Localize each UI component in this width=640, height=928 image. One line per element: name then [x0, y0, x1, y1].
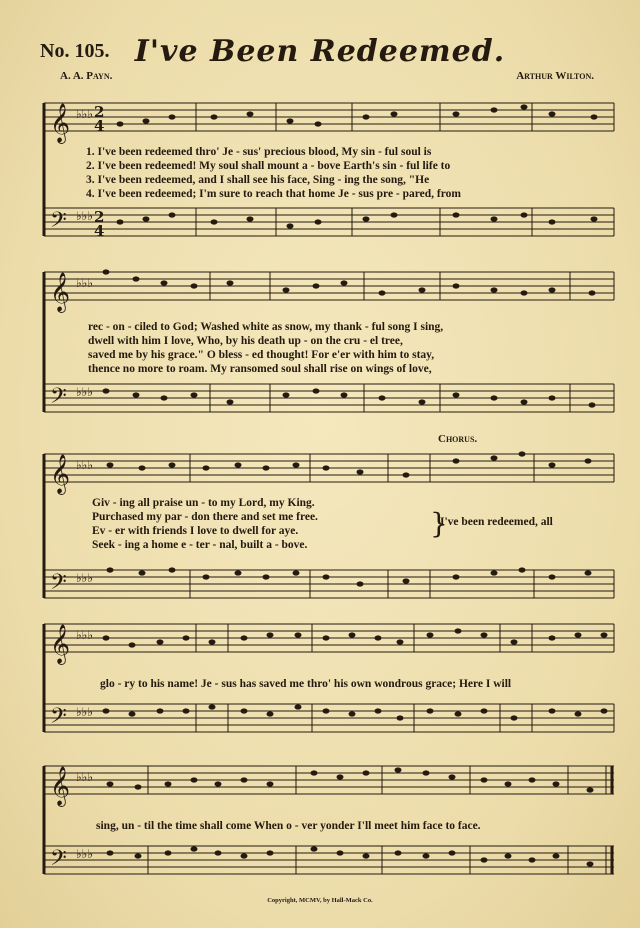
hymn-title: I've Been Redeemed.	[134, 34, 506, 69]
time-signature-icon: 4	[94, 117, 105, 135]
notes	[107, 767, 594, 866]
treble-clef-icon: 𝄞	[50, 766, 71, 806]
key-signature-icon: ♭♭♭	[76, 628, 93, 642]
bass-clef-icon: 𝄢	[50, 704, 67, 734]
key-signature-icon: ♭♭♭	[76, 276, 93, 290]
composer-credit: Arthur Wilton.	[516, 70, 594, 82]
verse-line: Seek - ing a home e - ter - nal, built a - bove.	[92, 539, 308, 551]
chorus-lyric: I've been redeemed, all	[440, 516, 553, 528]
verse-line: thence no more to roam. My ransomed soul shall rise on wings of love,	[88, 363, 432, 375]
key-signature-icon: ♭♭♭	[76, 458, 93, 472]
chorus-label: Chorus.	[438, 433, 478, 445]
time-signature-icon: 4	[94, 222, 105, 240]
bass-clef-icon: 𝄢	[50, 208, 67, 238]
treble-clef-icon: 𝄞	[50, 454, 71, 494]
verse-line: 2. I've been redeemed! My soul shall mount a - bove Earth's sin - ful life to	[86, 160, 451, 172]
time-signature-icon: 2	[94, 208, 105, 226]
verse-line: glo - ry to his name! Je - sus has saved me thro' his own wondrous grace; Here I will	[100, 678, 512, 690]
key-signature-icon: ♭♭♭	[76, 705, 93, 719]
brace-icon: }	[430, 507, 448, 540]
key-signature-icon: ♭♭♭	[76, 847, 93, 861]
treble-clef-icon: 𝄞	[50, 272, 71, 312]
bass-clef-icon: 𝄢	[50, 384, 67, 414]
verse-line: 4. I've been redeemed; I'm sure to reach that home Je - sus pre - pared, from	[86, 188, 461, 200]
hymn-number: No. 105.	[40, 40, 110, 62]
key-signature-icon: ♭♭♭	[76, 107, 93, 121]
treble-clef-icon: 𝄞	[50, 103, 71, 143]
lyricist-credit: A. A. Payn.	[60, 70, 113, 82]
verse-line: rec - on - ciled to God; Washed white as snow, my thank - ful song I sing,	[88, 321, 444, 333]
bass-clef-icon: 𝄢	[50, 846, 67, 876]
treble-staff	[44, 103, 614, 131]
bass-staff	[44, 570, 614, 598]
verse-line: saved me by his grace." O bless - ed thought! For e'er with him to stay,	[88, 349, 435, 361]
verse-line: 1. I've been redeemed thro' Je - sus' precious blood, My sin - ful soul is	[86, 146, 432, 158]
key-signature-icon: ♭♭♭	[76, 770, 93, 784]
treble-clef-icon: 𝄞	[50, 624, 71, 664]
bass-staff	[44, 704, 614, 732]
verse-line: sing, un - til the time shall come When o - ver yonder I'll meet him face to face.	[96, 820, 481, 832]
verse-line: dwell with him I love, Who, by his death up - on the cru - el tree,	[88, 335, 403, 347]
copyright-notice: Copyright, MCMV, by Hall-Mack Co.	[267, 897, 373, 904]
bass-clef-icon: 𝄢	[50, 570, 67, 600]
key-signature-icon: ♭♭♭	[76, 209, 93, 223]
verse-line: 3. I've been redeemed, and I shall see his face, Sing - ing the song, "He	[86, 174, 430, 186]
treble-staff	[44, 272, 614, 300]
time-signature-icon: 2	[94, 103, 105, 121]
verse-line: Giv - ing all praise un - to my Lord, my King.	[92, 497, 315, 509]
key-signature-icon: ♭♭♭	[76, 571, 93, 585]
verse-line: Purchased my par - don there and set me free.	[92, 511, 318, 523]
key-signature-icon: ♭♭♭	[76, 385, 93, 399]
bass-staff	[44, 208, 614, 236]
bass-staff	[44, 384, 614, 412]
verse-line: Ev - er with friends I love to dwell for aye.	[92, 525, 299, 537]
